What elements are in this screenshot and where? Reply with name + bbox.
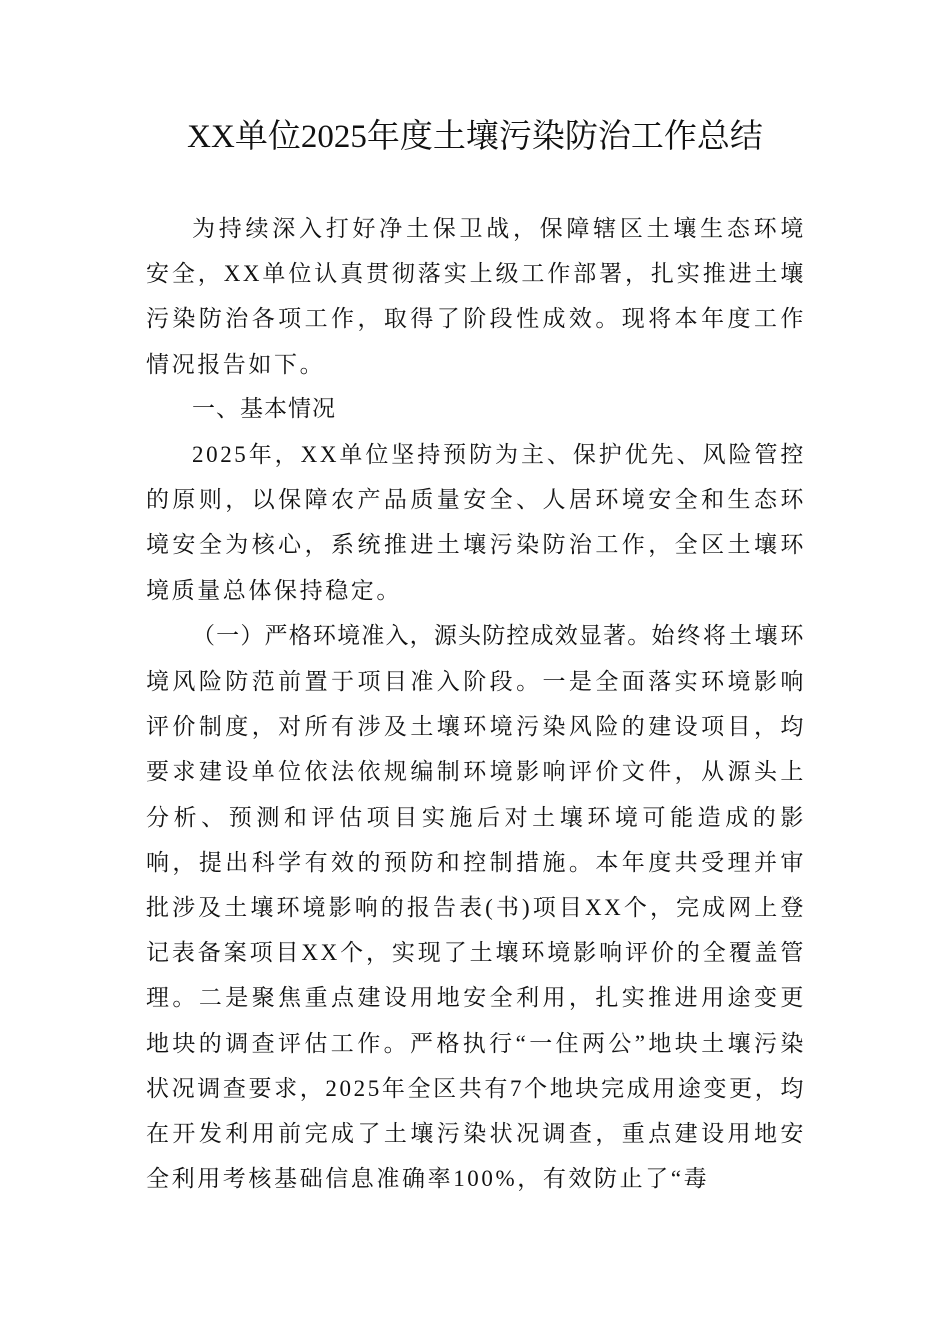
document-body xyxy=(146,206,806,1201)
intro-paragraph: 为持续深入打好净土保卫战，保障辖区土壤生态环境安全，XX单位认真贯彻落实上级工作部署，扎实推进土壤污染防治各项工作，取得了阶段性成效。现将本年度工作情况报告如下。 xyxy=(146,216,806,377)
subsection-body: 始终将土壤环境风险防范前置于项目准入阶段。一是全面落实环境影响评价制度，对所有涉及土壤环境污染风险的建设项目，均要求建设单位依法依规编制环境影响评价文件，从源头上分析、预测和评估项目实施后对土壤环境可能造成的影响，提出科学有效的预防和控制措施。本年度共受理并审批涉及土壤环境影响的报告表(书)项目XX个，完成网上登记表备案项目XX个，实现了土壤环境影响评价的全覆盖管理。二是聚焦重点建设用地安全利用，扎实推进用途变更地块的调查评估工作。严格执行“一住两公”地块土壤污染状况调查要求，2025年全区共有7个地块完成用途变更，均在开发利用前完成了土壤污染状况调查，重点建设用地安全利用考核基础信息准确率100%，有效防止了“毒 xyxy=(146,622,806,1192)
basic-situation-paragraph: 2025年，XX单位坚持预防为主、保护优先、风险管控的原则，以保障农产品质量安全、人居环境安全和生态环境安全为核心，系统推进土壤污染防治工作，全区土壤环境质量总体保持稳定。 xyxy=(146,442,806,603)
subsection-paragraph xyxy=(146,613,806,1202)
document-title: XX单位2025年度土壤污染防治工作总结 xyxy=(187,119,763,155)
section-heading-basic-situation: 一、基本情况 xyxy=(192,395,336,422)
subsection-heading: （一）严格环境准入，源头防控成效显著。 xyxy=(192,622,652,649)
